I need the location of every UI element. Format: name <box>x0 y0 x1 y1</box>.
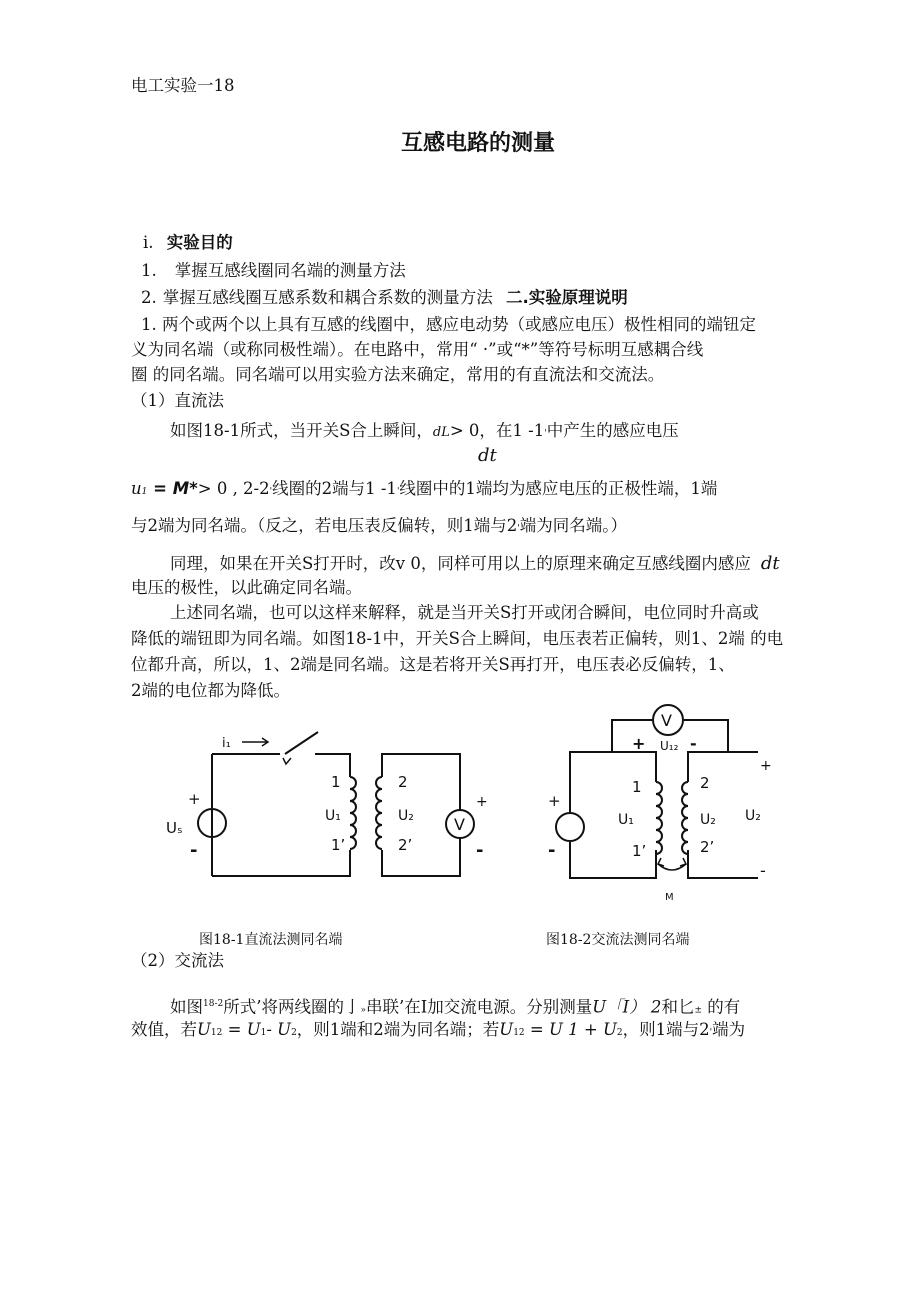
paragraph-line: 2端的电位都为降低。 <box>131 681 290 700</box>
dc-method-heading: （1）直流法 <box>131 391 224 410</box>
output-plus: + <box>760 758 772 774</box>
meter-plus: + <box>476 794 488 810</box>
paragraph-line: 如图$^{18-2}$所式’将两线圈的亅»串联’在I加交流电源。分别测量U「I） 2和匕± 的有 <box>170 997 741 1017</box>
switch-s <box>285 732 318 754</box>
terminal-2: 2 <box>398 773 408 791</box>
objective-item: 2. 掌握互感线圈互感系数和耦合系数的测量方法 二.实验原理说明 <box>141 288 628 307</box>
paragraph-line: 上述同名端，也可以这样来解释，就是当开关S打开或闭合瞬间，电位同时升高或 <box>170 603 759 622</box>
section1-title: 实验目的 <box>166 233 233 252</box>
mutual-label: M <box>665 892 674 903</box>
coil-2 <box>682 782 688 854</box>
u12-plus: + <box>632 734 646 753</box>
paragraph-line: 同理，如果在开关S打开时，改v 0，同样可用以上的原理来确定互感线圈内感应 dt <box>170 553 780 574</box>
u12-label: U₁₂ <box>660 739 679 753</box>
coil-1 <box>656 782 662 854</box>
voltmeter-label: V <box>454 815 465 834</box>
paragraph-line: 1. 两个或两个以上具有互感的线圈中，感应电动势（或感应电压）极性相同的端钮定 <box>141 315 756 334</box>
coil2-voltage: U₂ <box>700 812 716 828</box>
terminal-2-prime: 2’ <box>700 838 715 856</box>
coil-1 <box>350 777 356 849</box>
source-minus: - <box>548 840 556 861</box>
figure-18-2-ac-circuit <box>540 700 800 910</box>
document-series-label: 电工实验一18 <box>131 76 235 95</box>
section1-number: i. <box>143 233 154 252</box>
section1-heading <box>143 233 233 253</box>
paragraph-line: 降低的端钮即为同名端。如图18-1中，开关S合上瞬间，电压表若正偏转，则1、2端 的电 <box>131 629 784 648</box>
output-voltage: U₂ <box>745 808 761 824</box>
voltmeter-label: V <box>661 711 672 730</box>
figure-18-1-dc-circuit <box>166 720 510 890</box>
terminal-2: 2 <box>700 774 710 792</box>
source-minus: - <box>190 840 198 861</box>
objective-item: 1. 掌握互感线圈同名端的测量方法 <box>141 261 406 280</box>
paragraph-line: 义为同名端（或称同极性端）。在电路中，常用“ ·”或“*”等符号标明互感耦合线 <box>131 340 704 359</box>
section2-heading: 二.实验原理说明 <box>506 288 628 307</box>
coil1-voltage: U₁ <box>618 812 634 828</box>
document-title: 互感电路的测量 <box>401 131 556 156</box>
source-label: Uₛ <box>166 819 183 837</box>
u12-minus: - <box>690 734 697 753</box>
output-minus: - <box>760 861 766 880</box>
paragraph-line: 电压的极性，以此确定同名端。 <box>131 578 362 597</box>
terminal-1-prime: 1’ <box>632 842 647 860</box>
ac-method-heading: （2）交流法 <box>131 951 224 970</box>
derivative-denominator: dt <box>478 445 497 466</box>
figure-18-2-caption: 图18-2交流法测同名端 <box>546 932 690 948</box>
coil1-voltage: U₁ <box>325 808 341 824</box>
figure-18-1-caption: 图18-1直流法测同名端 <box>199 932 343 948</box>
source-plus: + <box>188 790 201 808</box>
paragraph-line: 圈 的同名端。同名端可以用实验方法来确定，常用的有直流法和交流法。 <box>131 365 665 384</box>
paragraph-line: 位都升高，所以，1、2端是同名端。这是若将开关S再打开，电压表必反偏转，1、 <box>131 655 735 674</box>
source-plus: + <box>548 792 561 810</box>
terminal-1-prime: 1’ <box>331 836 346 854</box>
ac-source-symbol <box>556 813 584 841</box>
paragraph-line: u1 = M*> 0 , 2-2'线圈的2端与1 -1'线圈中的1端均为感应电压的正极性端，1端 <box>131 479 718 498</box>
paragraph-line: 与2端为同名端。（反之，若电压表反偏转，则1端与2'端为同名端。） <box>131 516 627 535</box>
meter-minus: - <box>476 840 484 861</box>
coil2-voltage: U₂ <box>398 808 414 824</box>
coil-2 <box>376 777 382 849</box>
terminal-1: 1 <box>632 778 642 796</box>
current-label: i₁ <box>222 736 231 751</box>
terminal-1: 1 <box>331 773 341 791</box>
paragraph-line: 如图18-1所式，当开关S合上瞬间，dL> 0，在1 -1'中产生的感应电压 <box>170 421 679 440</box>
paragraph-line: 效值，若U12 = U1- U2，则1端和2端为同名端；若U12 = U 1 + U2，则1端与2'端为 <box>131 1020 746 1039</box>
terminal-2-prime: 2’ <box>398 836 413 854</box>
